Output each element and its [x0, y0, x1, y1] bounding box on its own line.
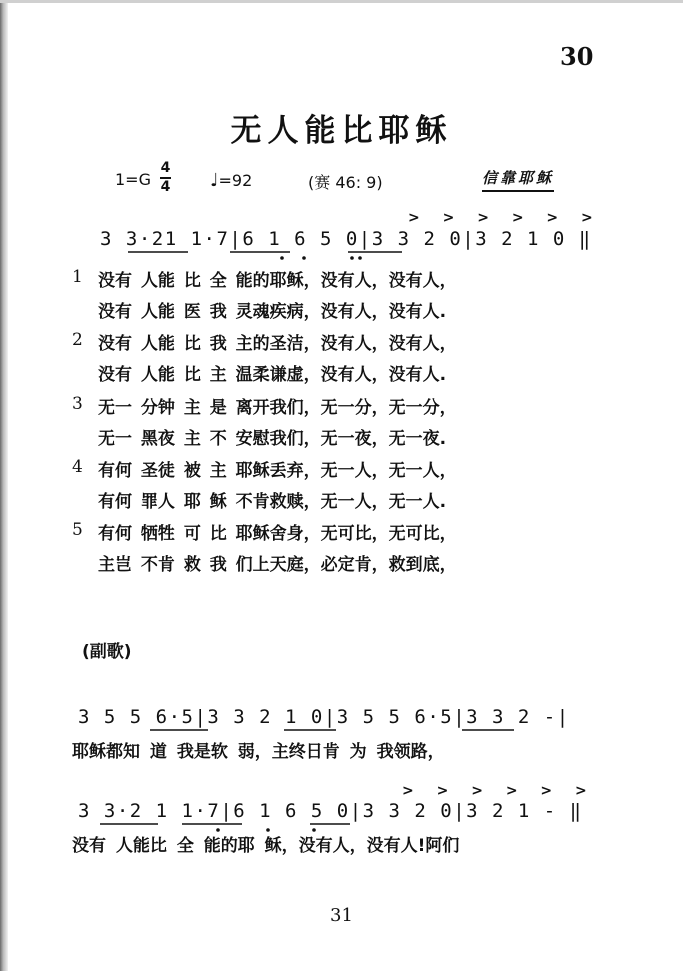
hymn-number: 30	[560, 42, 594, 71]
octave-dot	[358, 256, 362, 260]
verse-3-line-1: 无一 分钟 主 是 离开我们，无一分，无一分，	[98, 398, 457, 418]
octave-dot	[266, 828, 270, 832]
verse-number: 2	[72, 330, 83, 350]
octave-dot	[216, 828, 220, 832]
chorus-line-1-lyrics: 耶稣都知 道 我是软 弱，主终日肯 为 我领路，	[72, 742, 445, 762]
octave-dot	[350, 256, 354, 260]
verse-1-line-1: 没有 人能 比 全 能的耶稣，没有人，没有人，	[98, 271, 457, 291]
verse-number: 4	[72, 457, 83, 477]
verse-number: 5	[72, 520, 83, 540]
verse-4-line-1: 有何 圣徒 被 主 耶稣丢弃，无一人，无一人，	[98, 461, 457, 481]
chorus-line-2-lyrics: 没有 人能比 全 能的耶 稣，没有人，没有人!阿们	[72, 836, 460, 856]
verse-number: 1	[72, 267, 83, 287]
verse-melody-notation: 3 3·21 1·7|6 1 6 5 0|3 3 2 0|3 2 1 0 ‖	[100, 228, 592, 250]
verse-number: 3	[72, 394, 83, 414]
tune-name: 信靠耶稣	[482, 167, 554, 192]
chorus-label: (副歌)	[82, 642, 132, 662]
scripture-reference: (赛 46: 9)	[308, 173, 383, 192]
verse-5-line-1: 有何 牺牲 可 比 耶稣舍身，无可比，无可比，	[98, 524, 457, 544]
verse-3-line-2: 无一 黑夜 主 不 安慰我们，无一夜，无一夜.	[98, 429, 447, 449]
chorus-line-2-notation: 3 3·2 1 1·7|6 1 6 5 0|3 3 2 0|3 2 1 - ‖	[78, 800, 583, 822]
accent-marks: > > > > > >	[408, 210, 602, 226]
verse-1-line-2: 没有 人能 医 我 灵魂疾病，没有人，没有人.	[98, 302, 447, 322]
tempo-value: =92	[218, 171, 253, 190]
time-signature-top: 4	[160, 160, 171, 176]
octave-dot	[312, 828, 316, 832]
key-signature: 1=G	[115, 170, 151, 189]
verse-2-line-1: 没有 人能 比 我 主的圣洁，没有人，没有人，	[98, 334, 457, 354]
octave-dot	[280, 256, 284, 260]
octave-dot	[302, 256, 306, 260]
chorus-line-1-notation: 3 5 5 6·5|3 3 2 1 0|3 5 5 6·5|3 3 2 -|	[78, 706, 570, 728]
verse-2-line-2: 没有 人能 比 主 温柔谦虚，没有人，没有人.	[98, 365, 447, 385]
time-signature-bottom: 4	[160, 178, 171, 195]
verse-4-line-2: 有何 罪人 耶 稣 不肯救赎，无一人，无一人.	[98, 492, 447, 512]
page-number: 31	[330, 905, 353, 926]
verse-5-line-2: 主岂 不肯 救 我 们上天庭，必定肯，救到底，	[98, 555, 457, 575]
accent-marks: > > > > > >	[402, 783, 596, 799]
hymn-title: 无人能比耶稣	[230, 113, 453, 149]
quarter-note-icon: ♩	[210, 170, 219, 191]
